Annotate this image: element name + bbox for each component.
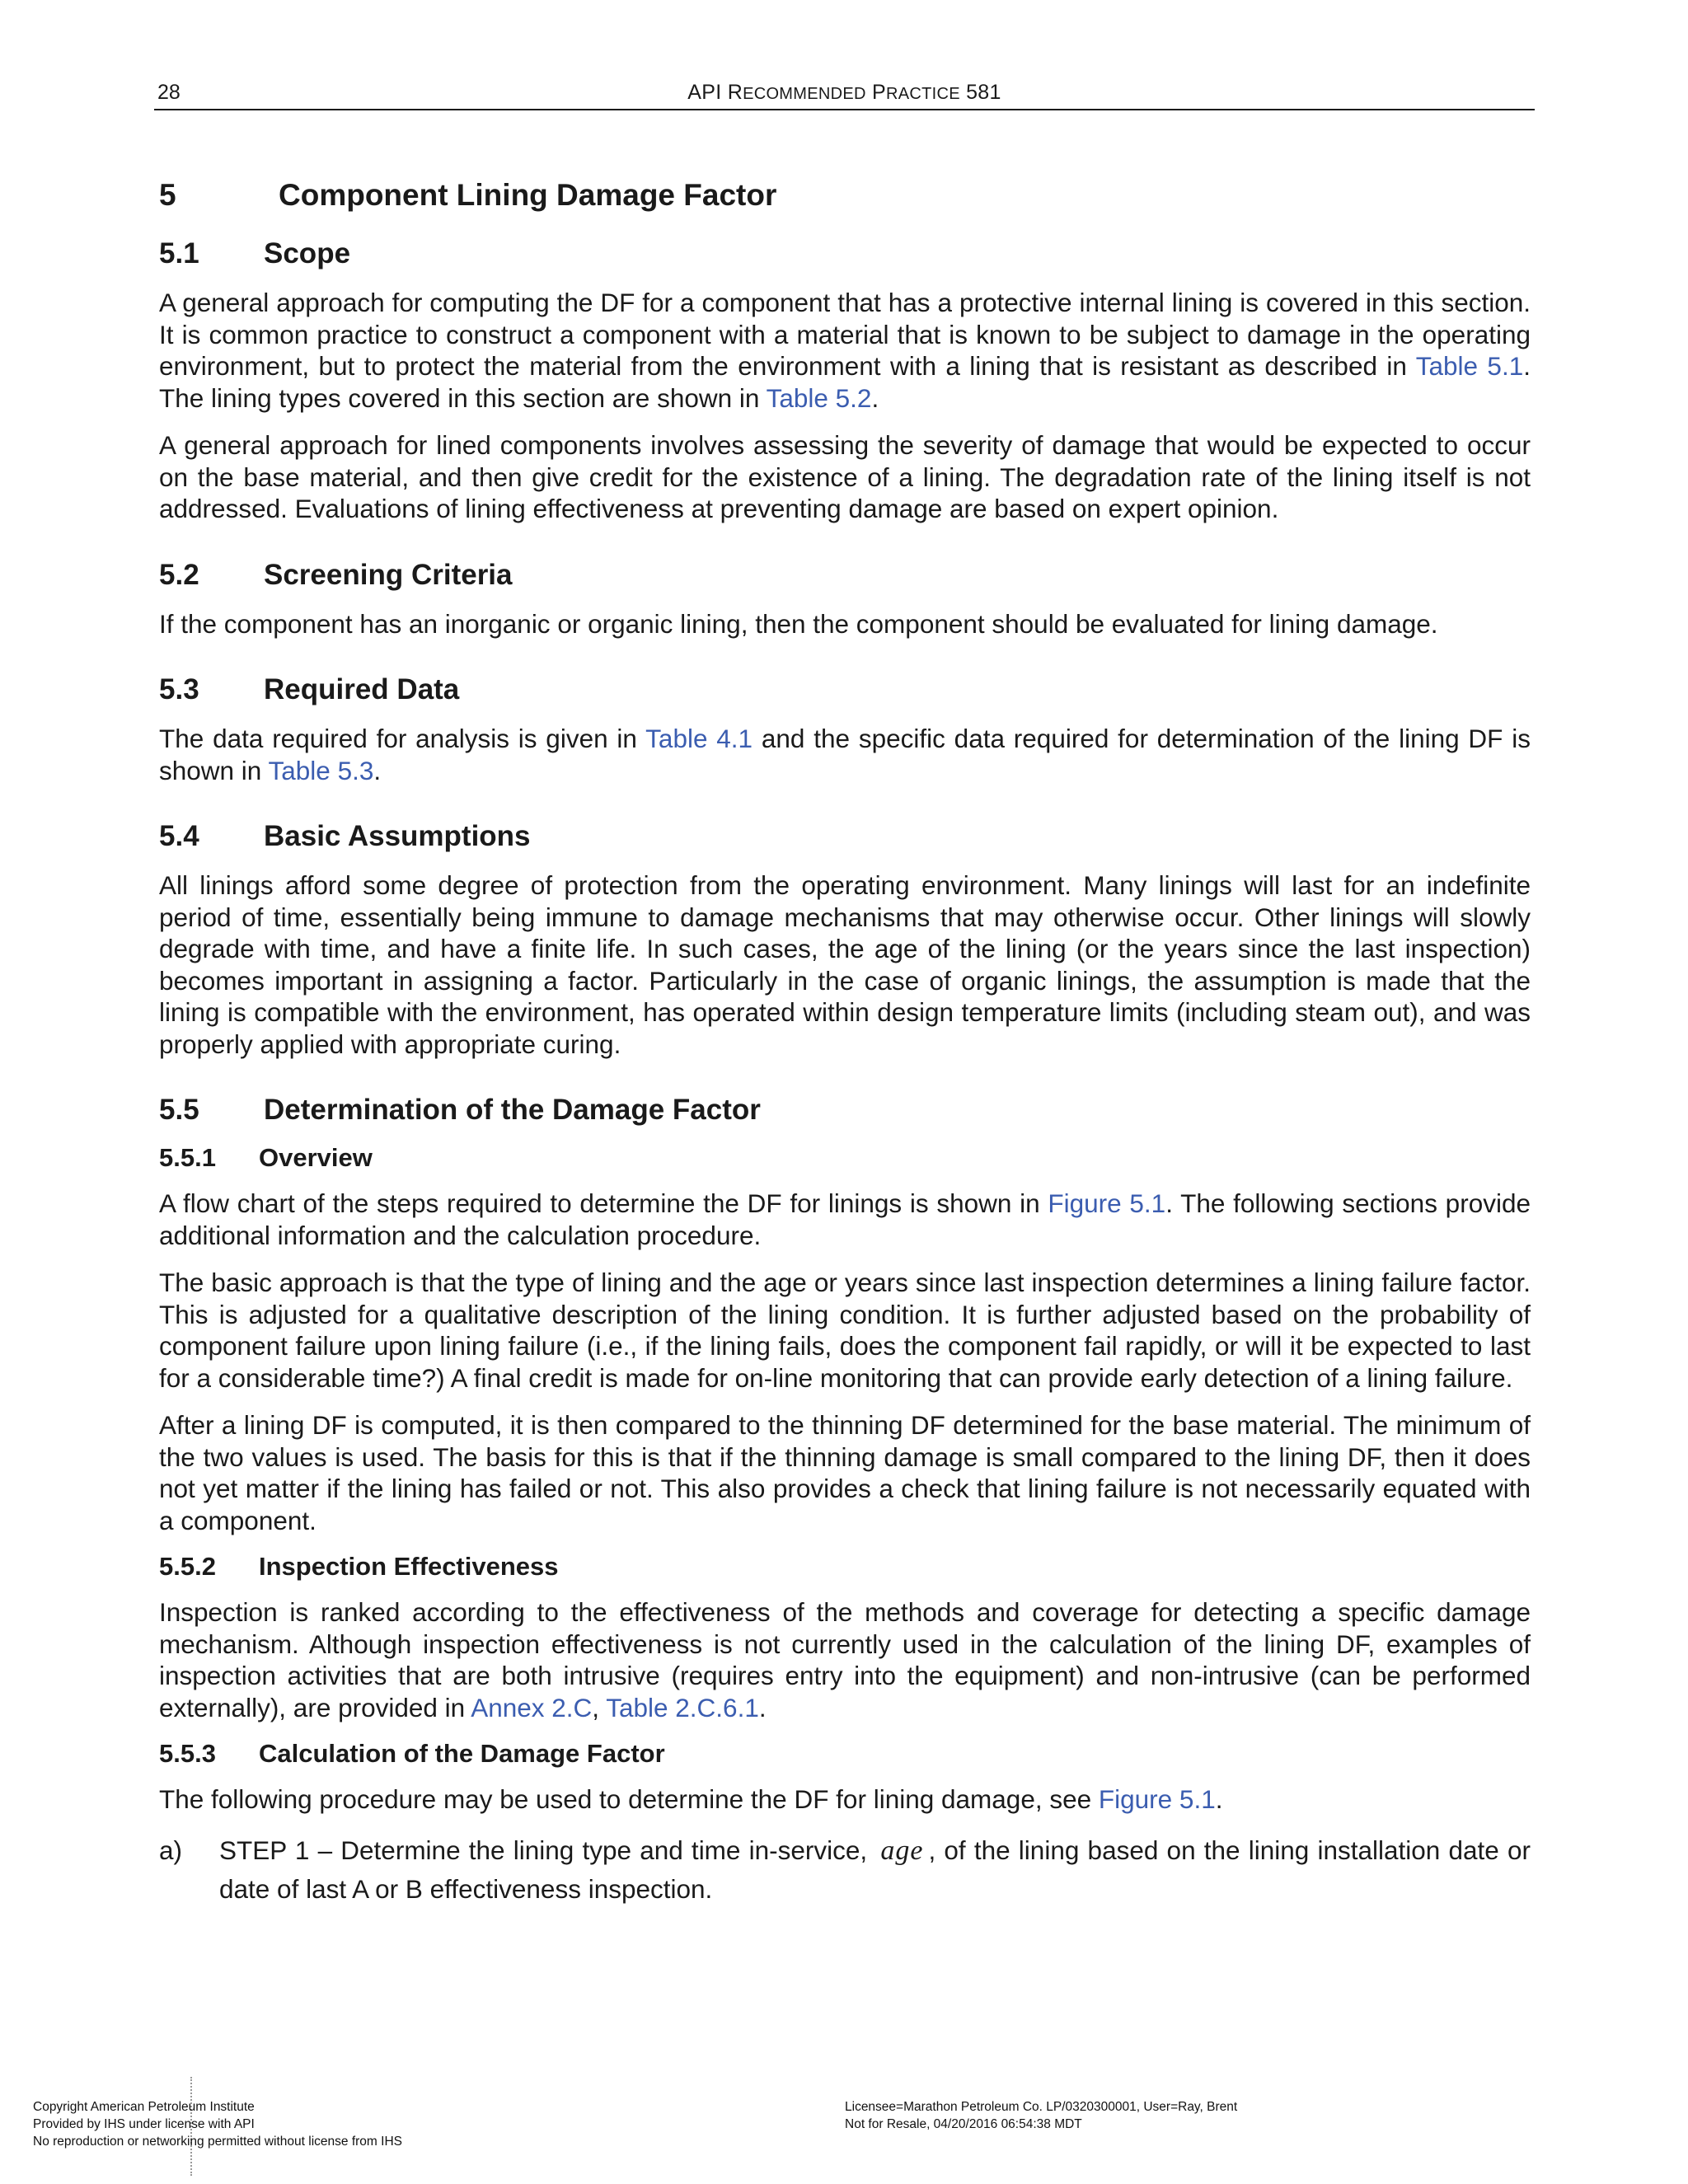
section-heading-5-2: 5.2 Screening Criteria [159, 558, 513, 591]
table-5-1-link[interactable]: Table 5.1 [1415, 351, 1524, 381]
table-2c61-link[interactable]: Table 2.C.6.1 [606, 1692, 759, 1722]
running-title: API RECOMMENDED PRACTICE 581 [687, 81, 1001, 104]
paragraph: A general approach for lined components involves assessing the severity of damage that would be expected to occur on the base material, and then give credit for the existence of a lining. The degradation rate of the lining itself is not addressed. Evaluations of lining effectiveness at preventing damage are based on expert opinion. [159, 430, 1531, 523]
figure-5-1-link[interactable]: Figure 5.1 [1098, 1784, 1216, 1814]
footer-copyright: Copyright American Petroleum Institute Provided by IHS under license with API No reproduction or networking permitted without license from IHS [33, 2100, 402, 2149]
paragraph: Inspection is ranked according to the effectiveness of the methods and coverage for detecting a specific damage mechanism. Although inspection effectiveness is not currently used in the calculation of the lining DF, examples of inspection activities that are both intrusive (requires entry into the equipment) and non-intrusive (can be performed externally), are provided in Annex 2.C, Table 2.C.6.1. [159, 1597, 1531, 1722]
paragraph: The basic approach is that the type of lining and the age or years since last inspection determines a lining failure factor. This is adjusted for a qualitative description of the lining condition. It is further adjusted based on the probability of component failure upon lining failure (i.e., if the lining fails, does the component fail rapidly, or will it be expected to last for a considerable time?) A final credit is made for on-line monitoring that can provide early detection of a lining failure. [159, 1268, 1531, 1393]
paragraph: The data required for analysis is given in Table 4.1 and the specific data required for determination of the lining DF is shown in Table 5.3. [159, 724, 1531, 785]
paragraph: The following procedure may be used to determine the DF for lining damage, see Figure 5.1. [159, 1784, 1223, 1814]
section-heading-5-1: 5.1 Scope [159, 237, 351, 269]
section-heading-5-5-3: 5.5.3 Calculation of the Damage Factor [159, 1739, 665, 1768]
section-heading-5-5-2: 5.5.2 Inspection Effectiveness [159, 1552, 559, 1581]
table-5-3-link[interactable]: Table 5.3 [268, 755, 374, 785]
page-number: 28 [157, 81, 181, 104]
paragraph: A general approach for computing the DF for a component that has a protective internal lining is covered in this section. It is common practice to construct a component with a material that is known to be subject to damage in the operating environment, but to protect the material from the environment with a lining that is resistant as described in Table 5.1. The lining types covered in this section are shown in Table 5.2. [159, 288, 1531, 413]
footer-license: Licensee=Marathon Petroleum Co. LP/0320300001, User=Ray, Brent Not for Resale, 04/20/2016 06:54:38 MDT [845, 2100, 1238, 2131]
age-variable: age [880, 1835, 924, 1866]
table-5-2-link[interactable]: Table 5.2 [766, 382, 872, 413]
paragraph: If the component has an inorganic or organic lining, then the component should be evaluated for lining damage. [159, 608, 1438, 639]
section-heading-5: 5 Component Lining Damage Factor [159, 178, 777, 212]
section-heading-5-4: 5.4 Basic Assumptions [159, 820, 531, 852]
table-4-1-link[interactable]: Table 4.1 [645, 724, 753, 753]
figure-5-1-link[interactable]: Figure 5.1 [1048, 1188, 1166, 1218]
list-item [159, 1831, 1531, 1908]
section-heading-5-5-1: 5.5.1 Overview [159, 1143, 373, 1172]
paragraph: After a lining DF is computed, it is then compared to the thinning DF determined for the base material. The minimum of the two values is used. The basis for this is that if the thinning damage is small compared to the lining DF, then it does not yet matter if the lining has failed or not. This also provides a check that lining failure is not necessarily equated with a component. [159, 1410, 1531, 1535]
annex-2c-link[interactable]: Annex 2.C [471, 1692, 593, 1722]
section-heading-5-5: 5.5 Determination of the Damage Factor [159, 1094, 761, 1126]
paragraph: All linings afford some degree of protection from the operating environment. Many linings will last for an indefinite period of time, essentially being immune to damage mechanisms that may otherwise occur. Other linings will slowly degrade with time, and have a finite life. In such cases, the age of the lining (or the years since the last inspection) becomes important in assigning a factor. Particularly in the case of organic linings, the assumption is made that the lining is compatible with the environment, has operated within design temperature limits (including steam out), and was properly applied with appropriate curing. [159, 870, 1531, 1059]
page-header [154, 77, 1535, 110]
document-body [159, 178, 1531, 1908]
paragraph: A flow chart of the steps required to determine the DF for linings is shown in Figure 5.1. The following sections provide additional information and the calculation procedure. [159, 1188, 1531, 1250]
list-marker: a) [159, 1835, 183, 1865]
step-1-text: STEP 1 – Determine the lining type and time in-service, age , of the lining based on the lining installation date or date of last A or B effectiveness inspection. [219, 1835, 1531, 1904]
section-heading-5-3: 5.3 Required Data [159, 673, 460, 705]
